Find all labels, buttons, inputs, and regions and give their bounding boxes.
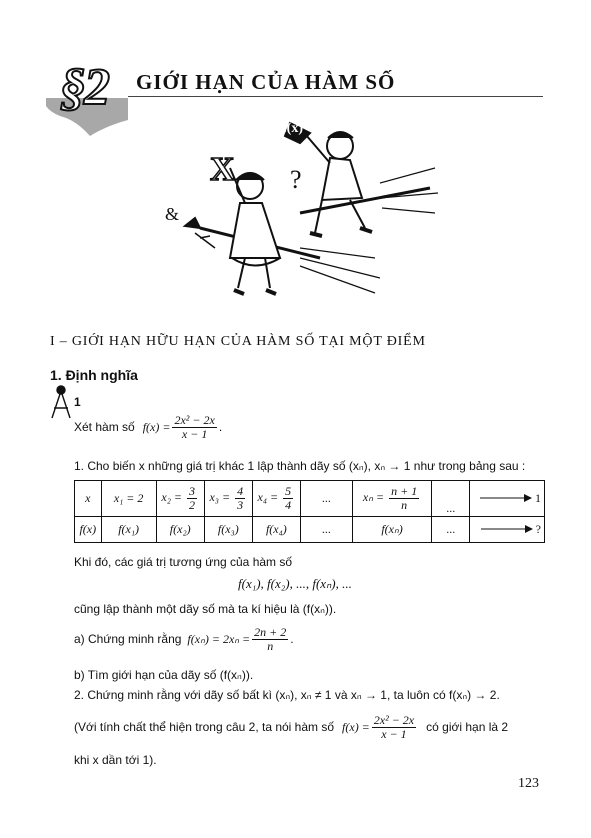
table-cell: ... (432, 481, 470, 517)
cell-den: 4 (285, 498, 292, 512)
question-a-lhs: f(xₙ) = 2xₙ = (187, 631, 251, 646)
note-tail: có giới hạn là 2 (426, 720, 509, 735)
cell-num: 5 (285, 484, 292, 499)
function-intro: Xét hàm số (74, 420, 135, 435)
note-lhs: f(x) = (342, 719, 370, 734)
question-a-label: a) Chứng minh rằng (74, 632, 182, 647)
question-a: a) Chứng minh rằng f(xₙ) = 2xₙ = $\frac{2n + 2}{n}$ . (74, 625, 294, 653)
table-cell (352, 481, 432, 517)
cell-lhs: x₃ = (209, 490, 231, 505)
svg-text:X: X (210, 151, 235, 188)
arrow-right-icon (480, 491, 532, 506)
cell-lhs: x₂ = (161, 490, 182, 505)
table-cell-limit (470, 517, 545, 543)
page-number: 123 (518, 776, 539, 791)
svg-text:&: & (165, 204, 180, 224)
question-a-fraction (252, 626, 288, 652)
limit-value: 1 (535, 490, 541, 505)
note-line (74, 714, 546, 740)
question-b: b) Tìm giới hạn của dãy số (f(xₙ)). (74, 668, 254, 682)
page-title: GIỚI HẠN CỦA HÀM SỐ (136, 70, 396, 94)
limit-value: ? (535, 521, 541, 536)
cell-num: 4 (237, 484, 244, 499)
svg-text:f(x): f(x) (282, 121, 303, 136)
note-numerator: 2x² − 2x (373, 713, 415, 727)
table-row (75, 481, 545, 517)
arrow-right-icon (481, 522, 533, 537)
table-cell (204, 481, 252, 517)
also-text: cũng lập thành một dãy số mà ta kí hiệu là (f(xₙ)). (74, 602, 337, 616)
table-cell: f(x₄) (252, 517, 300, 543)
title-rule (128, 96, 543, 97)
function-line: Xét hàm số f(x) = $\frac{\text{2x² − 2x}}{x - 1}$ . (74, 413, 223, 441)
sequence-line: f(x₁), f(x₂), ..., f(xₙ), ... (238, 576, 352, 591)
illustration (150, 108, 440, 318)
compass-icon (48, 384, 74, 422)
note-denominator: x − 1 (381, 726, 407, 741)
function-lhs: f(x) = (142, 419, 171, 434)
values-table (74, 480, 545, 543)
table-cell: ... (300, 517, 352, 543)
activity-number: 1 (74, 395, 81, 409)
cell-den: 3 (237, 498, 244, 512)
table-cell: f(xₙ) (352, 517, 432, 543)
table-cell: ... (300, 481, 352, 517)
section-mark: §2 (60, 59, 108, 116)
question-2: 2. Chứng minh rằng với dãy số bất kì (xₙ), xₙ ≠ 1 và xₙ → 1, ta luôn có f(xₙ) → 2. (74, 688, 500, 702)
cell-lhs: x₄ = (257, 490, 279, 505)
section-heading: I – GIỚI HẠN HỮU HẠN CỦA HÀM SỐ TẠI MỘT ĐIỂM (50, 334, 426, 349)
note-intro: (Với tính chất thể hiện trong câu 2, ta nói hàm số (74, 720, 335, 735)
table-cell: f(x₁) (101, 517, 156, 543)
cell-num: n + 1 (391, 484, 418, 499)
note-fraction (372, 714, 416, 740)
table-cell: f(x₂) (156, 517, 204, 543)
activity-icon (48, 384, 74, 422)
cell-den: n (401, 498, 408, 512)
question-a-numerator: 2n + 2 (254, 625, 287, 639)
cell-num: 3 (189, 484, 195, 499)
function-fraction (172, 414, 216, 440)
table-cell (156, 481, 204, 517)
question-a-denominator: n (267, 638, 274, 653)
table-cell-limit (470, 481, 545, 517)
svg-text:?: ? (290, 165, 302, 194)
cell-den: 2 (189, 498, 195, 512)
table-row (75, 517, 545, 543)
table-cell: x₁ = 2 (101, 481, 156, 517)
function-denominator: x − 1 (181, 426, 208, 441)
children-math-illustration (150, 108, 440, 318)
table-cell: f(x) (75, 517, 102, 543)
table-cell (252, 481, 300, 517)
question-1: 1. Cho biến x những giá trị khác 1 lập thành dãy số (xₙ), xₙ → 1 như trong bảng sau : (74, 459, 526, 473)
subsection-heading: 1. Định nghĩa (50, 367, 138, 383)
then-text: Khi đó, các giá trị tương ứng của hàm số (74, 555, 293, 569)
table-cell: x (75, 481, 102, 517)
table-cell: f(x₃) (204, 517, 252, 543)
note-end: khi x dần tới 1). (74, 753, 157, 767)
function-numerator: 2x² − 2x (174, 413, 215, 427)
cell-lhs: xₙ = (362, 490, 385, 505)
table-cell: ... (432, 517, 470, 543)
